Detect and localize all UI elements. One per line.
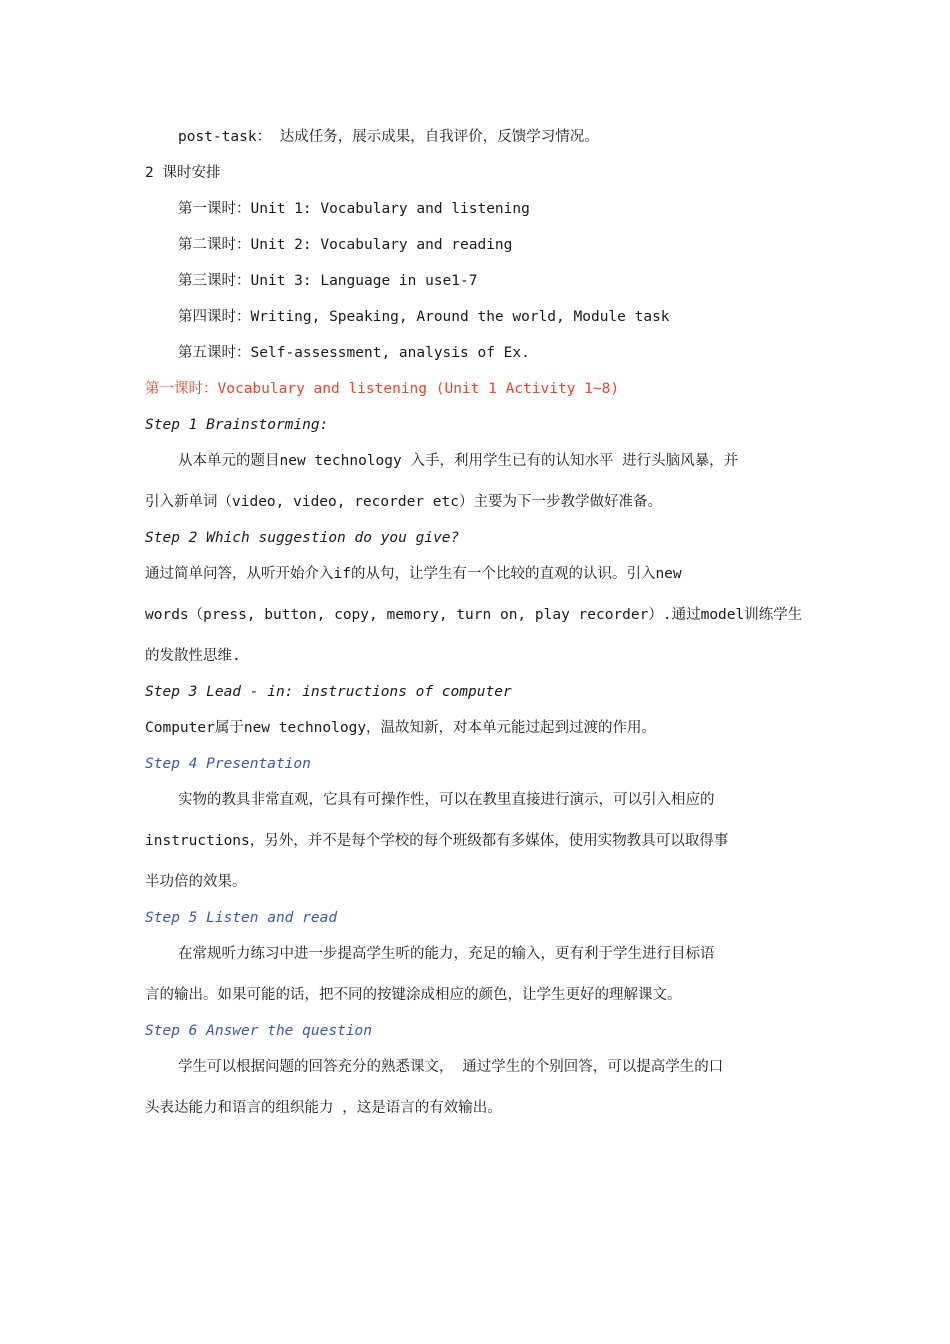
step-5-paragraph-line-1: 在常规听力练习中进一步提高学生听的能力，充足的输入，更有利于学生进行目标语 — [178, 946, 715, 962]
step-2-heading: Step 2 Which suggestion do you give? — [145, 530, 460, 546]
step-2-paragraph-line-3: 的发散性思维. — [145, 648, 241, 664]
lesson-1-line: 第一课时：Unit 1: Vocabulary and listening — [178, 201, 530, 217]
lesson-2-line: 第二课时：Unit 2: Vocabulary and reading — [178, 237, 513, 253]
step-5-heading: Step 5 Listen and read — [145, 910, 338, 926]
post-task-line: post-task： 达成任务，展示成果，自我评价，反馈学习情况。 — [178, 129, 599, 145]
step-6-paragraph-line-1: 学生可以根据问题的回答充分的熟悉课文， 通过学生的个别回答，可以提高学生的口 — [178, 1059, 724, 1075]
step-5-paragraph-line-2: 言的输出。如果可能的话，把不同的按键涂成相应的颜色，让学生更好的理解课文。 — [145, 987, 682, 1003]
step-4-heading: Step 4 Presentation — [145, 756, 311, 772]
step-1-paragraph-line-1: 从本单元的题目new technology 入手，利用学生已有的认知水平 进行头脑风暴，并 — [178, 453, 739, 469]
step-4-paragraph-line-1: 实物的教具非常直观，它具有可操作性，可以在教里直接进行演示，可以引入相应的 — [178, 792, 715, 808]
lesson-5-line: 第五课时：Self-assessment, analysis of Ex. — [178, 345, 530, 361]
step-4-paragraph-line-3: 半功倍的效果。 — [145, 874, 247, 890]
step-6-heading: Step 6 Answer the question — [145, 1023, 372, 1039]
step-4-paragraph-line-2: instructions，另外，并不是每个学校的每个班级都有多媒体，使用实物教具可以取得事 — [145, 833, 729, 849]
step-3-heading: Step 3 Lead - in: instructions of computer — [145, 684, 512, 700]
lesson-4-line: 第四课时：Writing, Speaking, Around the world, Module task — [178, 309, 670, 325]
step-2-paragraph-line-2: words（press, button, copy, memory, turn on, play recorder）.通过model训练学生 — [145, 607, 803, 623]
lesson-3-line: 第三课时：Unit 3: Language in use1-7 — [178, 273, 478, 289]
schedule-heading: 2 课时安排 — [145, 165, 221, 181]
step-6-paragraph-line-2: 头表达能力和语言的组织能力 ，这是语言的有效输出。 — [145, 1100, 502, 1116]
step-1-paragraph-line-2: 引入新单词（video, video, recorder etc）主要为下一步教学做好准备。 — [145, 494, 662, 510]
step-3-paragraph: Computer属于new technology，温故知新，对本单元能过起到过渡的作用。 — [145, 720, 657, 736]
step-1-heading: Step 1 Brainstorming: — [145, 417, 329, 433]
step-2-paragraph-line-1: 通过简单问答，从听开始介入if的从句，让学生有一个比较的直观的认识。引入new — [145, 566, 682, 582]
lesson-1-title: 第一课时：Vocabulary and listening (Unit 1 Activity 1~8) — [145, 381, 620, 397]
